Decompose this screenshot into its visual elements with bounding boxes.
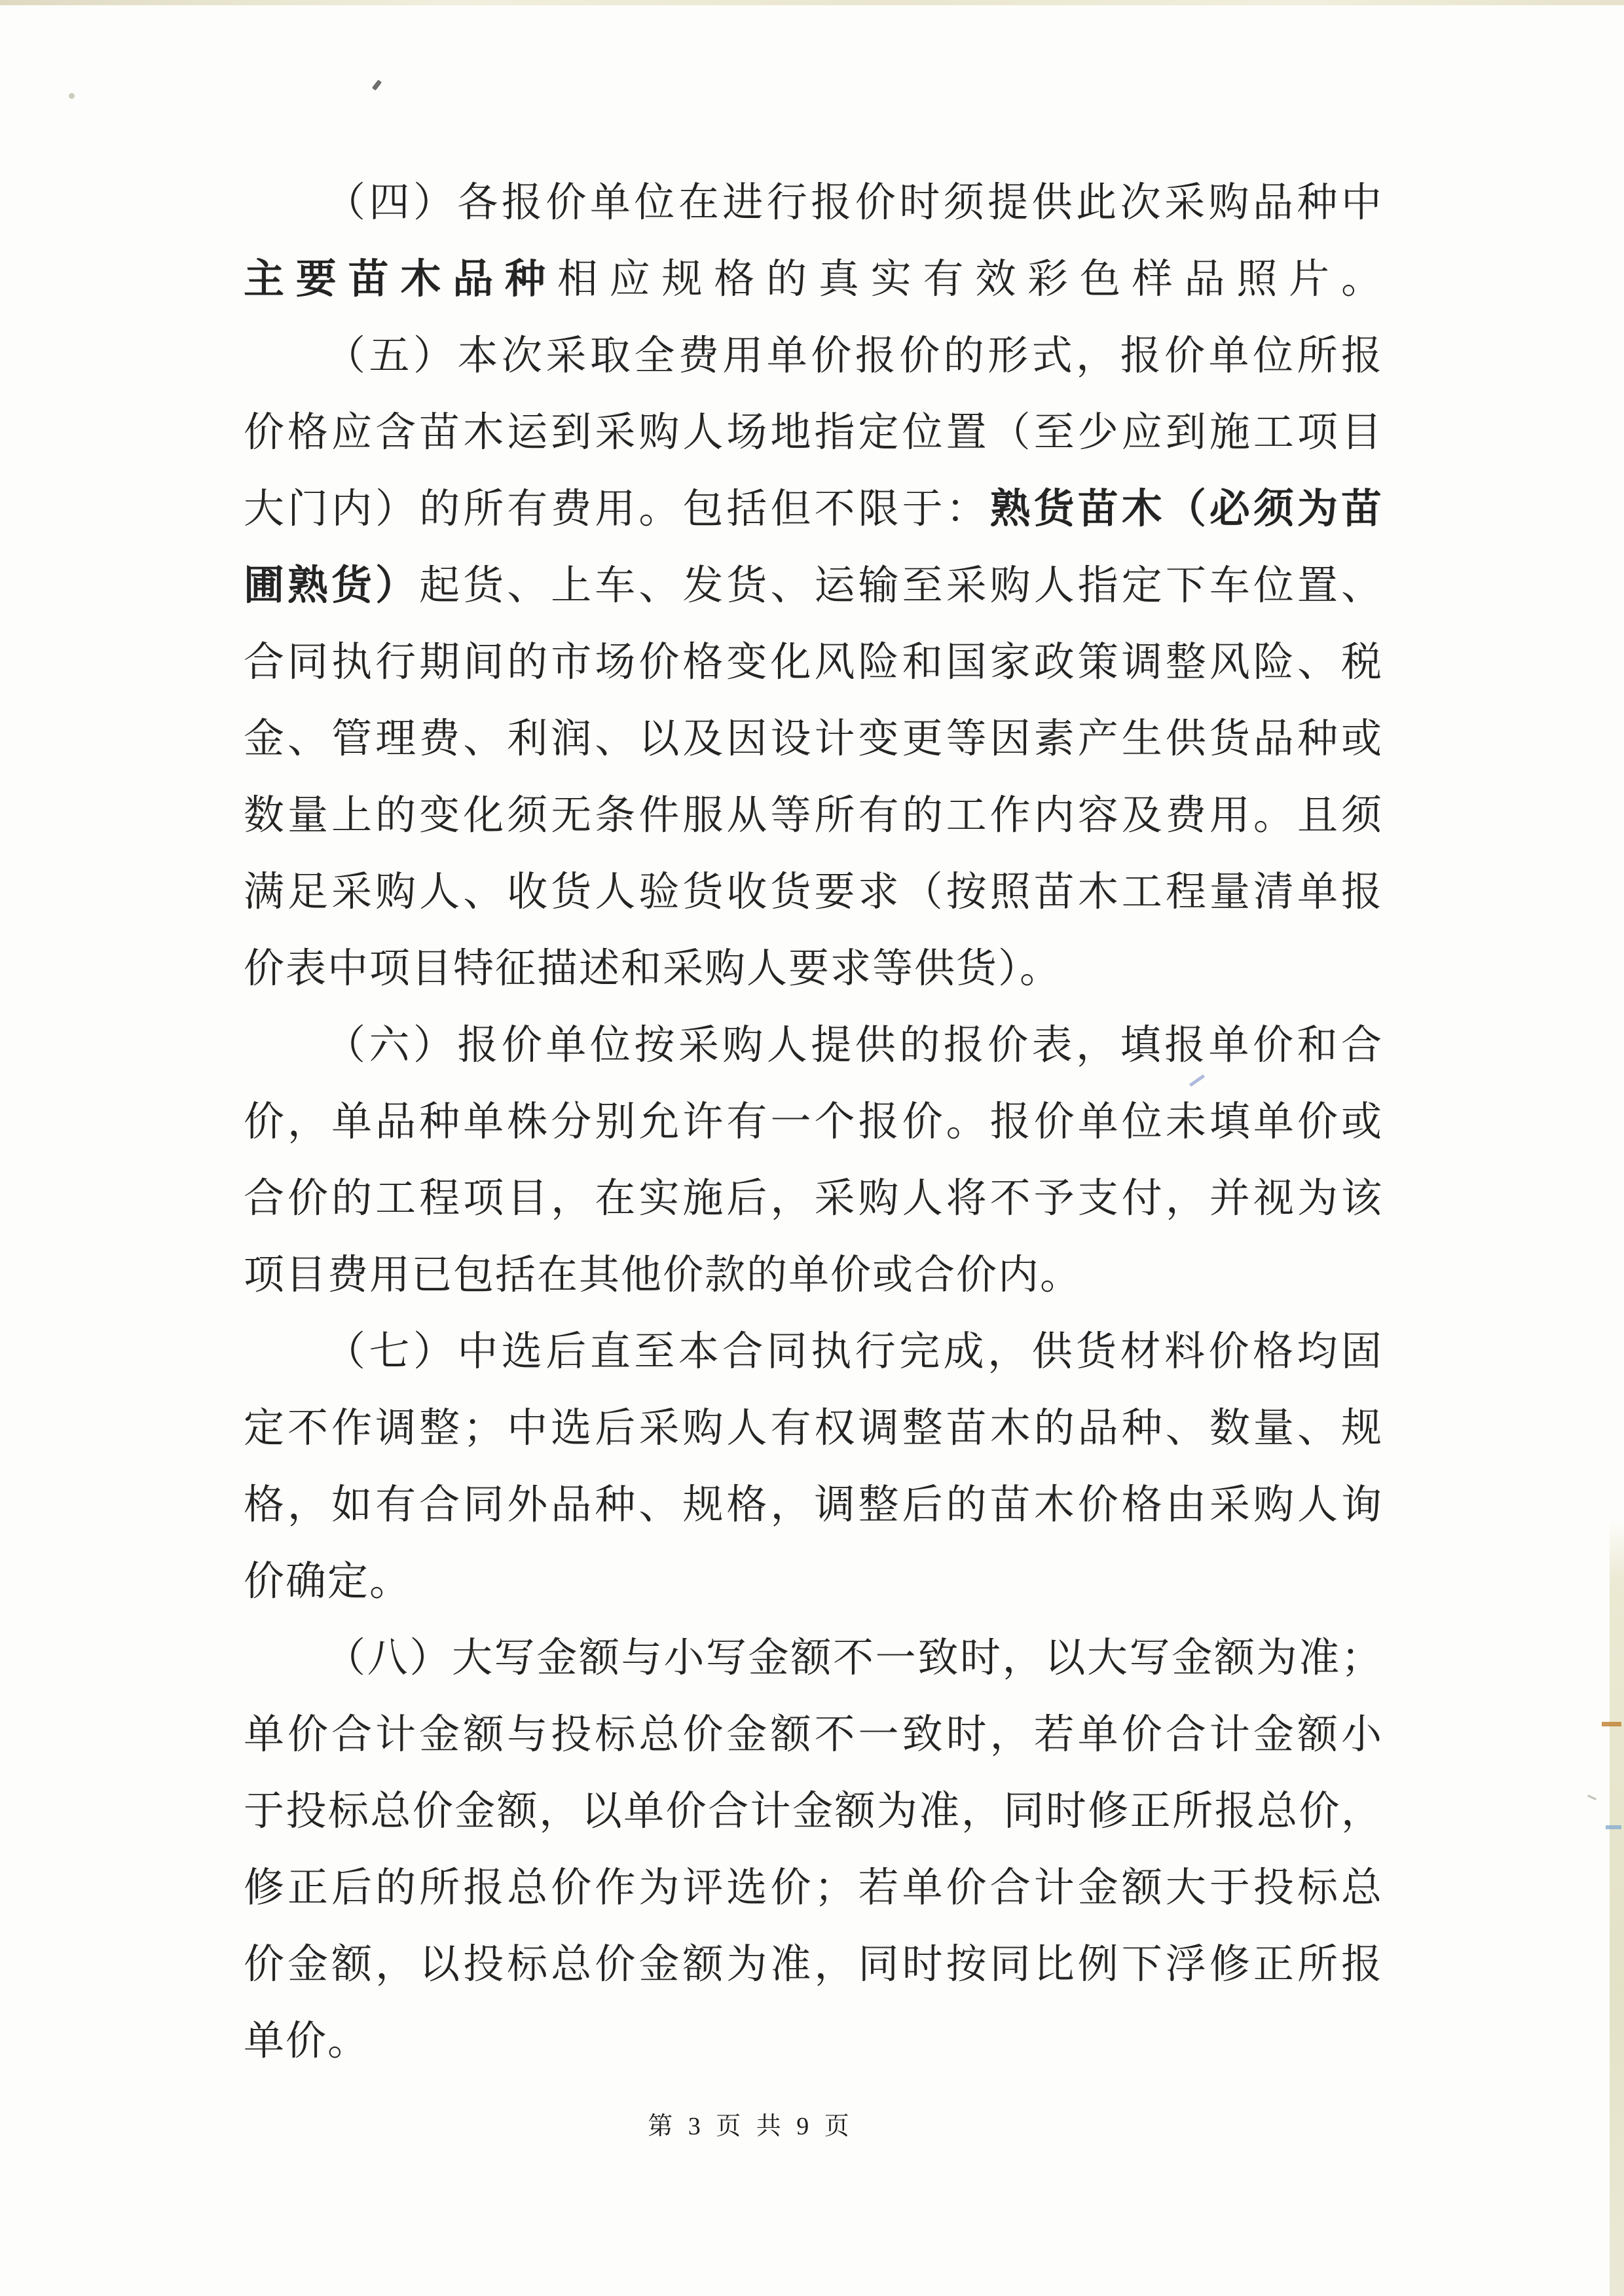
text-line bbox=[244, 1314, 1383, 1391]
text-line bbox=[244, 471, 1383, 548]
text-segment: 金、管理费、利润、以及因设计变更等因素产生供货品种或 bbox=[244, 717, 1383, 761]
bold-text: 主要苗木品种 bbox=[244, 257, 557, 302]
text-line bbox=[244, 1084, 1383, 1161]
scan-right-edge-artifact bbox=[1610, 1519, 1624, 2296]
page-number: 第 3 页 共 9 页 bbox=[648, 2113, 852, 2140]
text-line bbox=[244, 1850, 1383, 1927]
document-body bbox=[244, 165, 1383, 2080]
text-line bbox=[244, 1620, 1383, 1697]
scan-top-edge-artifact bbox=[0, 0, 1624, 5]
text-line bbox=[244, 701, 1383, 778]
text-line bbox=[244, 548, 1383, 625]
paragraph bbox=[244, 165, 1383, 318]
text-line bbox=[244, 165, 1383, 242]
text-segment: 相应规格的真实有效彩色样品照片。 bbox=[557, 257, 1383, 302]
text-segment: 价格应含苗木运到采购人场地指定位置（至少应到施工项目 bbox=[244, 410, 1383, 455]
scan-speck bbox=[372, 80, 382, 91]
text-line bbox=[244, 1467, 1383, 1544]
paragraph bbox=[244, 318, 1383, 1008]
paragraph bbox=[244, 1008, 1383, 1314]
text-line bbox=[244, 2003, 1383, 2080]
text-segment: 价表中项目特征描述和采购人要求等供货）。 bbox=[244, 947, 1062, 991]
text-line bbox=[244, 854, 1383, 931]
text-line bbox=[244, 1927, 1383, 2003]
text-segment: 修正后的所报总价作为评选价；若单价合计金额大于投标总 bbox=[244, 1866, 1383, 1910]
text-segment: 单价合计金额与投标总价金额不一致时，若单价合计金额小 bbox=[244, 1713, 1383, 1757]
text-line bbox=[244, 778, 1383, 854]
text-segment: 价金额，以投标总价金额为准，同时按同比例下浮修正所报 bbox=[244, 1942, 1383, 1987]
text-segment: （四）各报价单位在进行报价时须提供此次采购品种中 bbox=[325, 181, 1383, 225]
text-segment: 项目费用已包括在其他价款的单价或合价内。 bbox=[244, 1253, 1082, 1298]
text-segment: 合价的工程项目，在实施后，采购人将不予支付，并视为该 bbox=[244, 1176, 1383, 1221]
text-line bbox=[244, 1774, 1383, 1850]
text-line bbox=[244, 931, 1383, 1008]
bold-text: 圃熟货） bbox=[244, 564, 420, 608]
text-segment: 价确定。 bbox=[244, 1559, 412, 1604]
text-segment: 于投标总价金额，以单价合计金额为准，同时修正所报总价， bbox=[244, 1789, 1383, 1834]
text-segment: 合同执行期间的市场价格变化风险和国家政策调整风险、税 bbox=[244, 640, 1383, 685]
text-line bbox=[244, 242, 1383, 318]
paragraph bbox=[244, 1314, 1383, 1620]
text-line bbox=[244, 625, 1383, 701]
text-line bbox=[244, 1544, 1383, 1620]
scan-orange-mark bbox=[1602, 1722, 1621, 1726]
text-segment: 大门内）的所有费用。包括但不限于： bbox=[244, 487, 990, 532]
text-segment: 数量上的变化须无条件服从等所有的工作内容及费用。且须 bbox=[244, 793, 1383, 838]
text-segment: 格，如有合同外品种、规格，调整后的苗木价格由采购人询 bbox=[244, 1483, 1383, 1527]
text-segment: 单价。 bbox=[244, 2019, 370, 2064]
text-line bbox=[244, 1161, 1383, 1237]
text-segment: 起货、上车、发货、运输至采购人指定下车位置、 bbox=[419, 564, 1383, 608]
text-line bbox=[244, 1237, 1383, 1314]
text-line bbox=[244, 318, 1383, 395]
text-line bbox=[244, 1008, 1383, 1084]
text-line bbox=[244, 1391, 1383, 1467]
text-line bbox=[244, 1697, 1383, 1774]
scan-blue-mark bbox=[1606, 1825, 1621, 1829]
text-line bbox=[244, 395, 1383, 471]
bold-text: 熟货苗木（必须为苗 bbox=[989, 487, 1383, 532]
text-segment: 定不作调整；中选后采购人有权调整苗木的品种、数量、规 bbox=[244, 1406, 1383, 1451]
text-segment: 满足采购人、收货人验货收货要求（按照苗木工程量清单报 bbox=[244, 870, 1383, 915]
text-segment: （七）中选后直至本合同执行完成，供货材料价格均固 bbox=[325, 1330, 1383, 1374]
scan-scratch bbox=[1587, 1795, 1596, 1800]
paragraph bbox=[244, 1620, 1383, 2080]
text-segment: （六）报价单位按采购人提供的报价表，填报单价和合 bbox=[325, 1023, 1383, 1068]
scan-speck bbox=[69, 93, 75, 99]
text-segment: （五）本次采取全费用单价报价的形式，报价单位所报 bbox=[325, 334, 1383, 378]
text-segment: （八）大写金额与小写金额不一致时，以大写金额为准； bbox=[325, 1636, 1383, 1681]
text-segment: 价，单品种单株分别允许有一个报价。报价单位未填单价或 bbox=[244, 1100, 1383, 1144]
